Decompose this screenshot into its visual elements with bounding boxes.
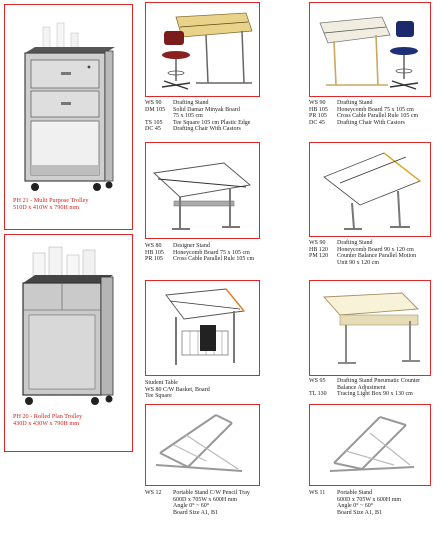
designer-stand-image — [146, 143, 258, 237]
ws11-image-frame — [309, 404, 431, 486]
student-table-specs: Student Table WS 80 C/W Basket, Board Tee Square — [145, 380, 210, 400]
ph20-dimensions: 430D x 430W x 790H mm — [13, 420, 80, 427]
ws80-specs: WS 80 Designer Stand HB 105 Honeycomb Board 75 x 105 cm PR 105 Cross Cable Parallel Rule 105 cm — [145, 243, 255, 263]
drafting-stand-parallel-motion-image — [310, 143, 429, 235]
ws90-counter-specs: WS 90 Drafting Stand HB 120 Honeycomb Board 90 x 120 cm PM 120 Counter Balance Parallel Motion Unit 90 x 120 cm — [309, 240, 417, 266]
ws90-counter-image-frame — [309, 142, 431, 237]
ws95-image-frame — [309, 280, 431, 376]
ws95-specs: WS 95 Drafting Stand Pneumatic Counter Balance Adjustment TL 130 Tracing Light Box 90 x 130 cm — [309, 378, 421, 398]
portable-stand-pencil-tray-image — [146, 405, 258, 484]
drafting-stand-chair-image — [146, 3, 258, 95]
student-table-image — [146, 281, 258, 374]
student-table-image-frame — [145, 280, 260, 376]
ws12-specs: WS 12 Portable Stand C/W Pencil Tray 600D x 705W x 600H mm Angle 0° ~ 60° Board Size A1, B1 — [145, 490, 250, 516]
ph20-title: PH 20 - Rolled Plan Trolley — [13, 413, 83, 420]
ws12-image-frame — [145, 404, 260, 486]
multi-purpose-trolley-image — [5, 5, 131, 195]
portable-stand-image — [310, 405, 429, 484]
ws90-damar-specs: WS 90 Drafting Stand DM 105 Solid Damar Minyak Board 75 x 105 cm TS 105 Tee Square 105 cm Plastic Edge DC 45 Drafting Chair With Castors — [145, 100, 251, 133]
drafting-stand-chair-blue-image — [310, 3, 429, 95]
ws90-honeycomb-image-frame — [309, 2, 431, 97]
ws11-specs: WS 11 Portable Stand 600D x 705W x 600H mm Angle 0° ~ 60° Board Size A1, B1 — [309, 490, 402, 516]
ph21-title: PH 21 - Multi Purpose Trolley — [13, 197, 89, 204]
ph21-dimensions: 510D x 410W x 790H mm — [13, 204, 80, 211]
ph20-panel — [4, 234, 133, 452]
tracing-light-box-image — [310, 281, 429, 374]
ws90-honeycomb-specs: WS 90 Drafting Stand HB 105 Honeycomb Board 75 x 105 cm PR 105 Cross Cable Parallel Rule 105 cm DC 45 Drafting Chair With Castors — [309, 100, 419, 126]
ph21-panel — [4, 4, 133, 230]
ws90-damar-image-frame — [145, 2, 260, 97]
ws80-image-frame — [145, 142, 260, 239]
rolled-plan-trolley-image — [5, 235, 131, 410]
